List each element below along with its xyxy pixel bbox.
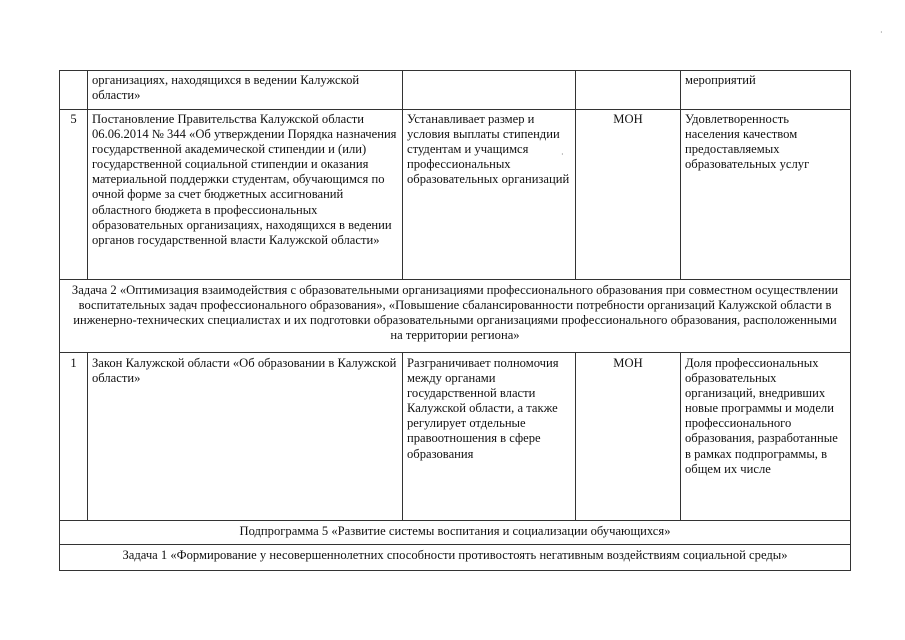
executor-cell <box>576 71 681 110</box>
purpose-cell: Устанавливает размер и условия выплаты стипендии студентам и учащимся профессиональных образовательных организаций <box>403 110 576 280</box>
scan-speck: · <box>880 28 883 37</box>
indicator-cell: мероприятий <box>681 71 851 110</box>
document-table <box>59 70 851 571</box>
document-name-cell: Закон Калужской области «Об образовании в Калужской области» <box>88 353 403 521</box>
row-number <box>60 71 88 110</box>
task-2-heading: Задача 2 «Оптимизация взаимодействия с образовательными организациями профессионального образования при совместном осуществлении воспитательных задач профессионального образования», «Повышение сбалансированности потребности организаций Калужской области в инженерно-технических специалистах и их подготовки образовательными организациями профессионального образования, расположенными на территории региона» <box>60 280 851 353</box>
document-name-cell: организациях, находящихся в ведении Калужской области» <box>88 71 403 110</box>
subprogram-5-heading: Подпрограмма 5 «Развитие системы воспитания и социализации обучающихся» <box>60 521 851 545</box>
document-name-cell: Постановление Правительства Калужской области 06.06.2014 № 344 «Об утверждении Порядка назначения государственной академической стипендии и (или) государственной социальной стипендии и оказания материальной поддержки студентам, обучающимся по очной форме за счет бюджетных ассигнований областного бюджета в профессиональных образовательных организациях, находящихся в ведении органов государственной власти Калужской области» <box>88 110 403 280</box>
table-row <box>60 353 851 521</box>
executor-cell: МОН <box>576 353 681 521</box>
table-row <box>60 71 851 110</box>
task-heading-row <box>60 545 851 571</box>
row-number: 1 <box>60 353 88 521</box>
subprogram-heading-row <box>60 521 851 545</box>
purpose-cell <box>403 71 576 110</box>
scan-speck: · <box>561 150 564 159</box>
purpose-cell: Разграничивает полномочия между органами государственной власти Калужской области, а также регулирует отдельные правоотношения в сфере образования <box>403 353 576 521</box>
indicator-cell: Доля профессиональных образовательных организаций, внедривших новые программы и модели профессионального образования, разработанные в рамках подпрограммы, в общем их числе <box>681 353 851 521</box>
task-1-heading: Задача 1 «Формирование у несовершеннолетних способности противостоять негативным воздействиям социальной среды» <box>60 545 851 571</box>
executor-cell: МОН <box>576 110 681 280</box>
row-number: 5 <box>60 110 88 280</box>
indicator-cell: Удовлетворенность населения качеством предоставляемых образовательных услуг <box>681 110 851 280</box>
task-heading-row <box>60 280 851 353</box>
table-row <box>60 110 851 280</box>
